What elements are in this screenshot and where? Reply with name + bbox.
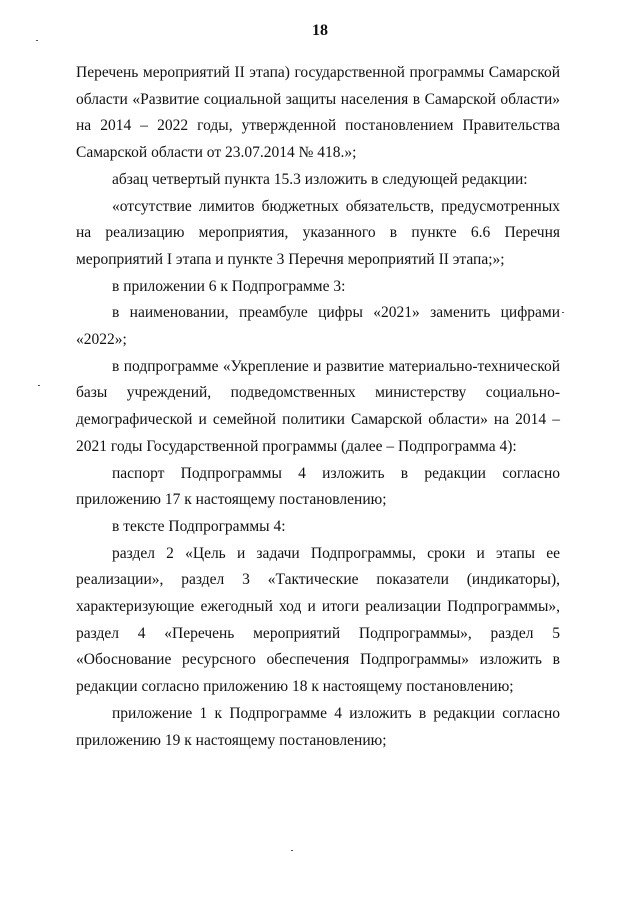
paragraph-10: приложение 1 к Подпрограмме 4 изложить в редакции согласно приложению 19 к настоящему постановлению;	[76, 704, 560, 749]
paragraph-1: Перечень мероприятий II этапа) государственной программы Самарской области «Развитие социальной защиты населения в Самарской области» на 2014 – 2022 годы, утвержденной постановлением Правительства Самарской области от 23.07.2014 № 418.»;	[76, 64, 560, 162]
paragraph-7: паспорт Подпрограммы 4 изложить в редакции согласно приложению 17 к настоящему постановлению;	[76, 464, 560, 509]
paragraph-6: в подпрограмме «Укрепление и развитие материально-технической базы учреждений, подведомственных министерству социально-демографической и семейной политики Самарской области» на 2014 – 2021 годы Государственной программы (далее – Подпрограмма 4):	[76, 357, 560, 455]
scan-speck	[38, 385, 40, 386]
paragraph-2: абзац четвертый пункта 15.3 изложить в следующей редакции:	[112, 170, 528, 188]
scan-speck	[36, 40, 38, 41]
paragraph-3: «отсутствие лимитов бюджетных обязательств, предусмотренных на реализацию мероприятия, указанного в пункте 6.6 Перечня мероприятий I этапа и пункте 3 Перечня мероприятий II этапа;»;	[76, 197, 560, 268]
paragraph-4: в приложении 6 к Подпрограмме 3:	[112, 277, 346, 295]
paragraph-9: раздел 2 «Цель и задачи Подпрограммы, сроки и этапы ее реализации», раздел 3 «Тактические показатели (индикаторы), характеризующие ежегодный ход и итоги реализации Подпрограммы», раздел 4 «Перечень мероприятий Подпрограммы», раздел 5 «Обоснование ресурсного обеспечения Подпрограммы» изложить в редакции согласно приложению 18 к настоящему постановлению;	[76, 544, 560, 696]
scan-speck	[291, 850, 293, 851]
page-number: 18	[312, 22, 328, 39]
document-body	[76, 60, 560, 754]
scan-speck	[562, 312, 564, 313]
paragraph-8: в тексте Подпрограммы 4:	[112, 517, 286, 535]
paragraph-5: в наименовании, преамбуле цифры «2021» заменить цифрами «2022»;	[76, 304, 560, 349]
